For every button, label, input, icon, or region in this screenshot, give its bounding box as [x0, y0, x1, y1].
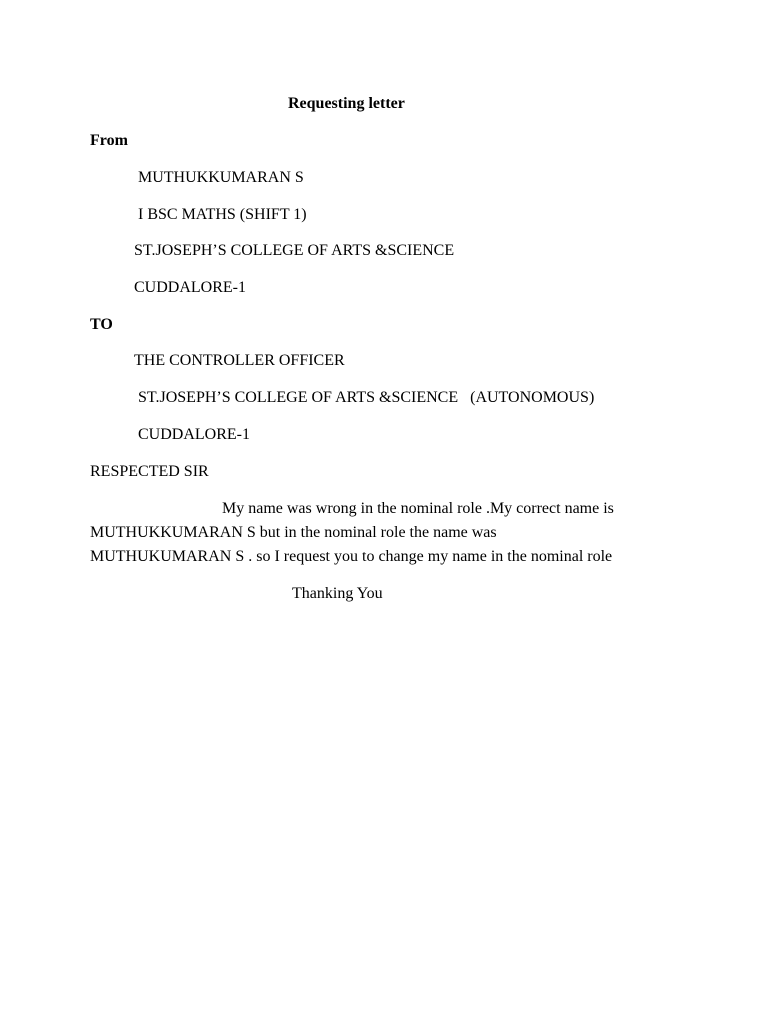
recipient-college: ST.JOSEPH’S COLLEGE OF ARTS &SCIENCE (AUTONOMOUS) [138, 389, 595, 406]
body-line-1: My name was wrong in the nominal role .My correct name is [222, 500, 614, 517]
recipient-title: THE CONTROLLER OFFICER [134, 352, 345, 369]
sender-class: I BSC MATHS (SHIFT 1) [138, 206, 307, 223]
recipient-city: CUDDALORE-1 [138, 426, 250, 443]
sender-name: MUTHUKKUMARAN S [138, 169, 304, 186]
sender-city: CUDDALORE-1 [134, 279, 246, 296]
salutation: RESPECTED SIR [90, 463, 209, 480]
closing: Thanking You [292, 585, 383, 602]
to-label: TO [90, 316, 113, 333]
sender-college: ST.JOSEPH’S COLLEGE OF ARTS &SCIENCE [134, 242, 455, 259]
letter-title: Requesting letter [288, 95, 405, 112]
body-line-2: MUTHUKKUMARAN S but in the nominal role the name was [90, 524, 497, 541]
body-line-3: MUTHUKUMARAN S . so I request you to change my name in the nominal role [90, 548, 613, 565]
from-label: From [90, 132, 128, 149]
